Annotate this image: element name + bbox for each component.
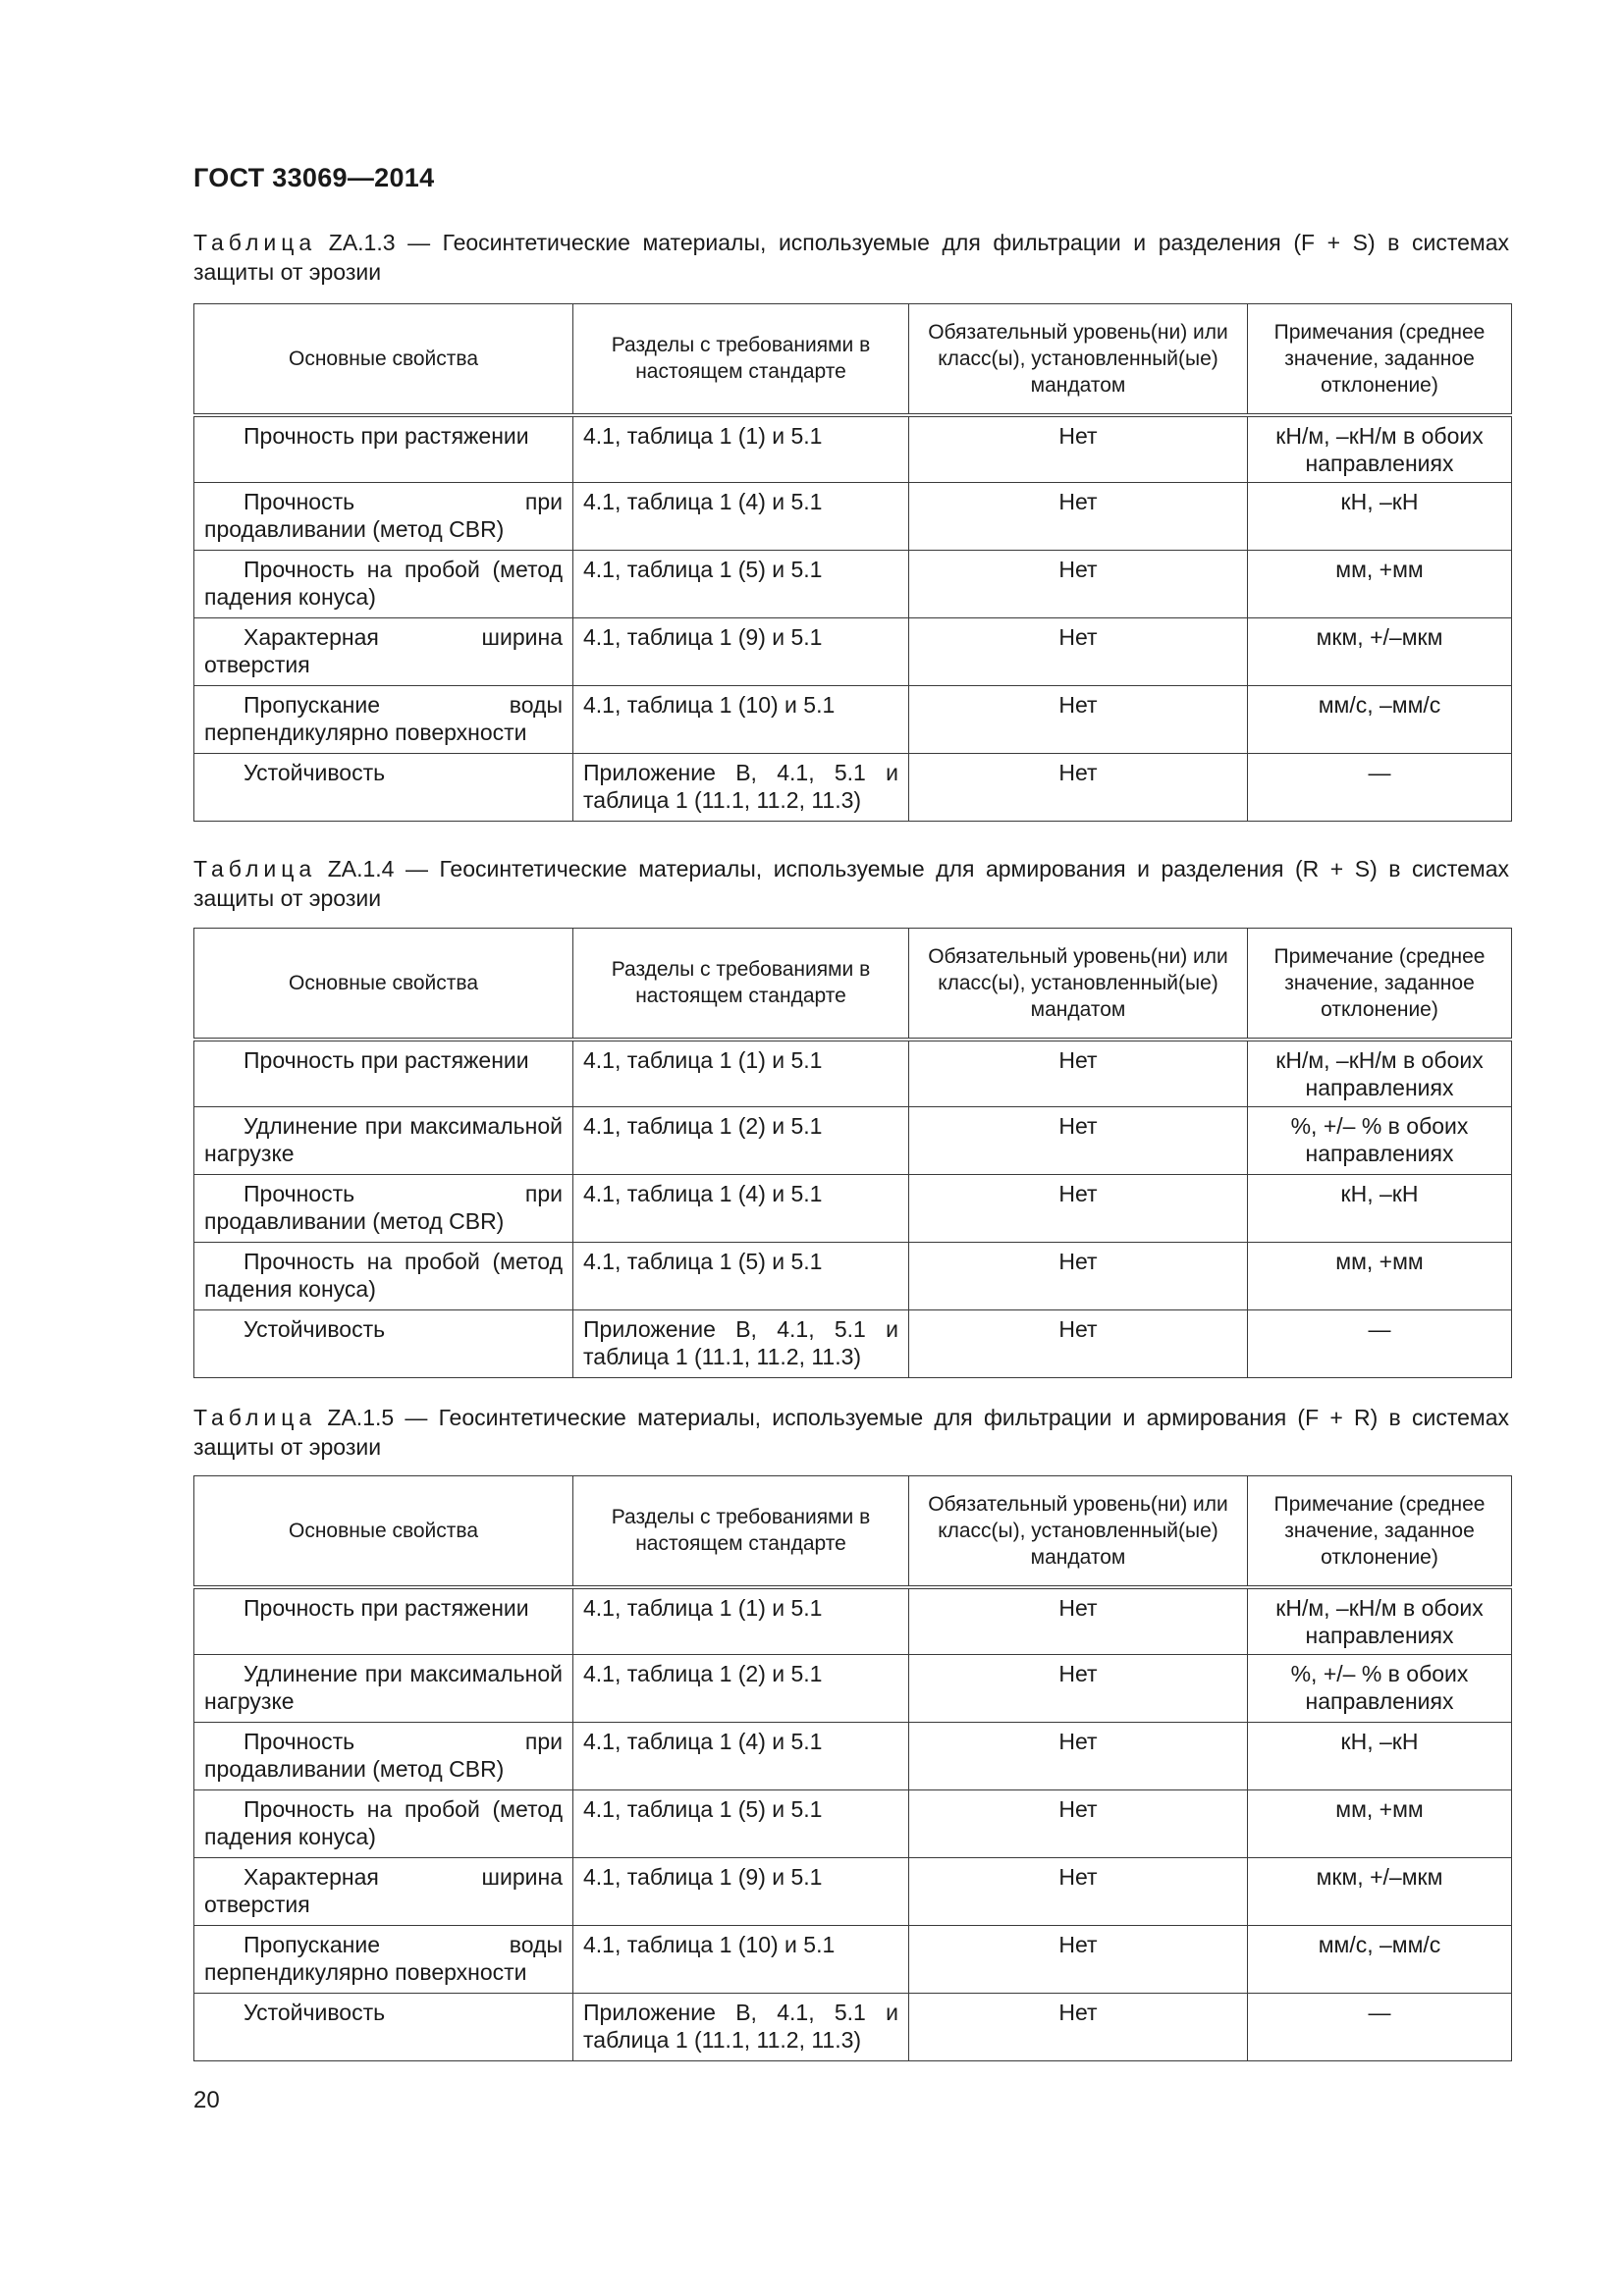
table-cell: 4.1, таблица 1 (1) и 5.1: [573, 1040, 909, 1107]
caption-label: Таблица: [193, 1405, 317, 1430]
caption-label: Таблица: [193, 856, 317, 881]
table-cell: 4.1, таблица 1 (5) и 5.1: [573, 1790, 909, 1858]
table-row: [194, 551, 1512, 618]
table-cell: 4.1, таблица 1 (10) и 5.1: [573, 1926, 909, 1994]
column-header: Обязательный уровень(ни) или класс(ы), установленный(ые) мандатом: [909, 1476, 1248, 1587]
properties-table: [193, 1475, 1512, 2061]
table-cell: мкм, +/–мкм: [1248, 618, 1512, 686]
table-cell: Пропускание воды перпендикулярно поверхности: [194, 686, 573, 754]
table-row: [194, 1858, 1512, 1926]
table-cell: %, +/– % в обоих направлениях: [1248, 1655, 1512, 1723]
table-cell: мм, +мм: [1248, 551, 1512, 618]
table-row: [194, 1107, 1512, 1175]
table-cell: 4.1, таблица 1 (5) и 5.1: [573, 1243, 909, 1310]
table-cell: кН/м, –кН/м в обоих направлениях: [1248, 415, 1512, 483]
table-cell: Нет: [909, 1790, 1248, 1858]
table-cell: Устойчивость: [194, 754, 573, 822]
column-header: Примечание (среднее значение, заданное отклонение): [1248, 929, 1512, 1040]
column-header: Примечание (среднее значение, заданное отклонение): [1248, 1476, 1512, 1587]
document-title: ГОСТ 33069—2014: [193, 163, 435, 192]
table-cell: Удлинение при максимальной нагрузке: [194, 1107, 573, 1175]
table-cell: —: [1248, 1994, 1512, 2061]
table-row: [194, 1310, 1512, 1378]
table-cell: кН/м, –кН/м в обоих направлениях: [1248, 1587, 1512, 1655]
table-cell: Прочность при продавливании (метод CBR): [194, 1723, 573, 1790]
page-number: 20: [193, 2087, 220, 2113]
table-cell: 4.1, таблица 1 (4) и 5.1: [573, 1175, 909, 1243]
table-row: [194, 1723, 1512, 1790]
table-row: [194, 1790, 1512, 1858]
table-cell: Нет: [909, 551, 1248, 618]
table-cell: Характерная ширина отверстия: [194, 1858, 573, 1926]
table-cell: кН, –кН: [1248, 1723, 1512, 1790]
table-cell: 4.1, таблица 1 (4) и 5.1: [573, 1723, 909, 1790]
table-cell: —: [1248, 1310, 1512, 1378]
properties-table: [193, 928, 1512, 1378]
table-row: [194, 415, 1512, 483]
table-cell: Нет: [909, 483, 1248, 551]
table-cell: Нет: [909, 1107, 1248, 1175]
table-row: [194, 754, 1512, 822]
table-cell: мм, +мм: [1248, 1790, 1512, 1858]
table-row: [194, 1994, 1512, 2061]
table-cell: Прочность на пробой (метод падения конуса): [194, 551, 573, 618]
column-header: Разделы с требованиями в настоящем стандарте: [573, 929, 909, 1040]
table-cell: Приложение В, 4.1, 5.1 и таблица 1 (11.1, 11.2, 11.3): [573, 1994, 909, 2061]
table-cell: 4.1, таблица 1 (9) и 5.1: [573, 1858, 909, 1926]
table-cell: кН, –кН: [1248, 1175, 1512, 1243]
table-row: [194, 483, 1512, 551]
table-row: [194, 1587, 1512, 1655]
table-cell: Удлинение при максимальной нагрузке: [194, 1655, 573, 1723]
column-header: Обязательный уровень(ни) или класс(ы), установленный(ые) мандатом: [909, 929, 1248, 1040]
table-cell: Нет: [909, 1926, 1248, 1994]
column-header: Основные свойства: [194, 929, 573, 1040]
table-cell: кН/м, –кН/м в обоих направлениях: [1248, 1040, 1512, 1107]
caption-label: Таблица: [193, 230, 317, 255]
column-header: Разделы с требованиями в настоящем стандарте: [573, 1476, 909, 1587]
table-cell: Нет: [909, 1858, 1248, 1926]
table-cell: %, +/– % в обоих направлениях: [1248, 1107, 1512, 1175]
table-cell: —: [1248, 754, 1512, 822]
table-cell: 4.1, таблица 1 (9) и 5.1: [573, 618, 909, 686]
table-cell: мм/с, –мм/с: [1248, 1926, 1512, 1994]
table-cell: мм/с, –мм/с: [1248, 686, 1512, 754]
table-row: [194, 1040, 1512, 1107]
table-cell: Нет: [909, 1994, 1248, 2061]
caption-text: ZA.1.5 — Геосинтетические материалы, используемые для фильтрации и армирования (F + R) в системах защиты от эрозии: [193, 1405, 1510, 1460]
table-cell: 4.1, таблица 1 (2) и 5.1: [573, 1655, 909, 1723]
table-cell: 4.1, таблица 1 (5) и 5.1: [573, 551, 909, 618]
table-cell: Нет: [909, 618, 1248, 686]
table-cell: Нет: [909, 686, 1248, 754]
table-cell: Прочность при продавливании (метод CBR): [194, 483, 573, 551]
table-cell: Прочность при продавливании (метод CBR): [194, 1175, 573, 1243]
table-cell: 4.1, таблица 1 (1) и 5.1: [573, 1587, 909, 1655]
table-row: [194, 1175, 1512, 1243]
column-header: Обязательный уровень(ни) или класс(ы), установленный(ые) мандатом: [909, 304, 1248, 415]
table-cell: Нет: [909, 1655, 1248, 1723]
table-cell: Прочность на пробой (метод падения конуса): [194, 1790, 573, 1858]
caption-text: ZA.1.3 — Геосинтетические материалы, используемые для фильтрации и разделения (F + S) в системах защиты от эрозии: [193, 230, 1509, 285]
table-cell: Нет: [909, 754, 1248, 822]
table-cell: Нет: [909, 1243, 1248, 1310]
properties-table: [193, 303, 1512, 822]
column-header: Основные свойства: [194, 1476, 573, 1587]
table-row: [194, 618, 1512, 686]
table-cell: Нет: [909, 1587, 1248, 1655]
table-cell: 4.1, таблица 1 (2) и 5.1: [573, 1107, 909, 1175]
table-cell: Прочность при растяжении: [194, 415, 573, 483]
table-cell: Прочность на пробой (метод падения конуса): [194, 1243, 573, 1310]
table-cell: Приложение В, 4.1, 5.1 и таблица 1 (11.1, 11.2, 11.3): [573, 1310, 909, 1378]
column-header: Разделы с требованиями в настоящем стандарте: [573, 304, 909, 415]
table-row: [194, 1655, 1512, 1723]
table-cell: Характерная ширина отверстия: [194, 618, 573, 686]
table-cell: Устойчивость: [194, 1994, 573, 2061]
caption-text: ZA.1.4 — Геосинтетические материалы, используемые для армирования и разделения (R + S) в системах защиты от эрозии: [193, 856, 1510, 911]
table-cell: Прочность при растяжении: [194, 1040, 573, 1107]
table-cell: Нет: [909, 1040, 1248, 1107]
table-cell: 4.1, таблица 1 (1) и 5.1: [573, 415, 909, 483]
table-cell: 4.1, таблица 1 (10) и 5.1: [573, 686, 909, 754]
table-cell: Пропускание воды перпендикулярно поверхности: [194, 1926, 573, 1994]
column-header: Примечания (среднее значение, заданное отклонение): [1248, 304, 1512, 415]
table-cell: кН, –кН: [1248, 483, 1512, 551]
table-cell: Нет: [909, 1723, 1248, 1790]
table-cell: Прочность при растяжении: [194, 1587, 573, 1655]
table-row: [194, 686, 1512, 754]
table-cell: мм, +мм: [1248, 1243, 1512, 1310]
table-cell: Нет: [909, 1175, 1248, 1243]
table-cell: мкм, +/–мкм: [1248, 1858, 1512, 1926]
table-cell: Устойчивость: [194, 1310, 573, 1378]
table-cell: Приложение В, 4.1, 5.1 и таблица 1 (11.1, 11.2, 11.3): [573, 754, 909, 822]
table-caption: [193, 1403, 1509, 1462]
table-row: [194, 1926, 1512, 1994]
table-row: [194, 1243, 1512, 1310]
table-cell: 4.1, таблица 1 (4) и 5.1: [573, 483, 909, 551]
table-caption: [193, 854, 1509, 913]
table-cell: Нет: [909, 1310, 1248, 1378]
table-cell: Нет: [909, 415, 1248, 483]
column-header: Основные свойства: [194, 304, 573, 415]
table-caption: [193, 228, 1509, 287]
